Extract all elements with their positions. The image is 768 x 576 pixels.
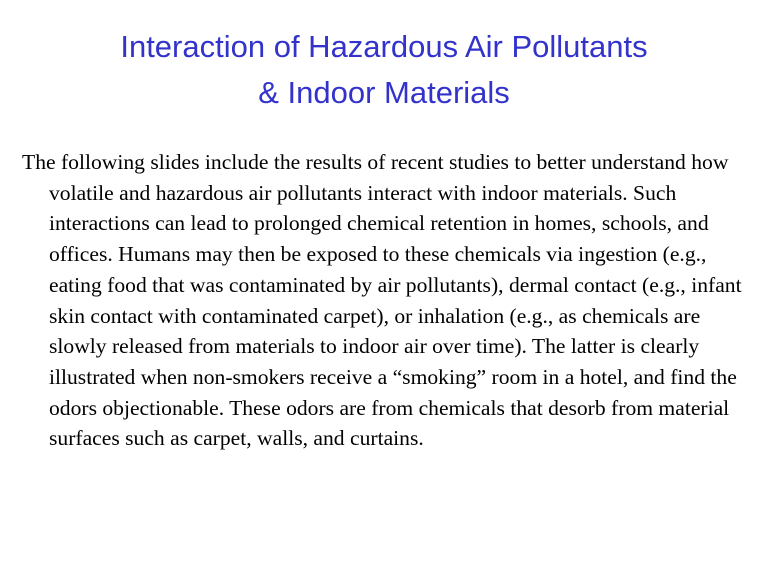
slide-title-line-2: & Indoor Materials xyxy=(258,75,510,110)
slide-title-line-1: Interaction of Hazardous Air Pollutants xyxy=(120,29,648,64)
slide-body-paragraph: The following slides include the results of recent studies to better understand how volatile and hazardous air pollutants interact with indoor materials. Such interactions can lead to prolonged chemical retention in homes, schools, and offices. Humans may then be exposed to these chemicals via ingestion (e.g., eating food that was contaminated by air pollutants), dermal contact (e.g., infant skin contact with contaminated carpet), or inhalation (e.g., as chemicals are slowly released from materials to indoor air over time). The latter is clearly illustrated when non-smokers receive a “smoking” room in a hotel, and find the odors objectionable. These odors are from chemicals that desorb from material surfaces such as carpet, walls, and curtains. xyxy=(22,150,742,451)
slide-title xyxy=(0,24,768,116)
